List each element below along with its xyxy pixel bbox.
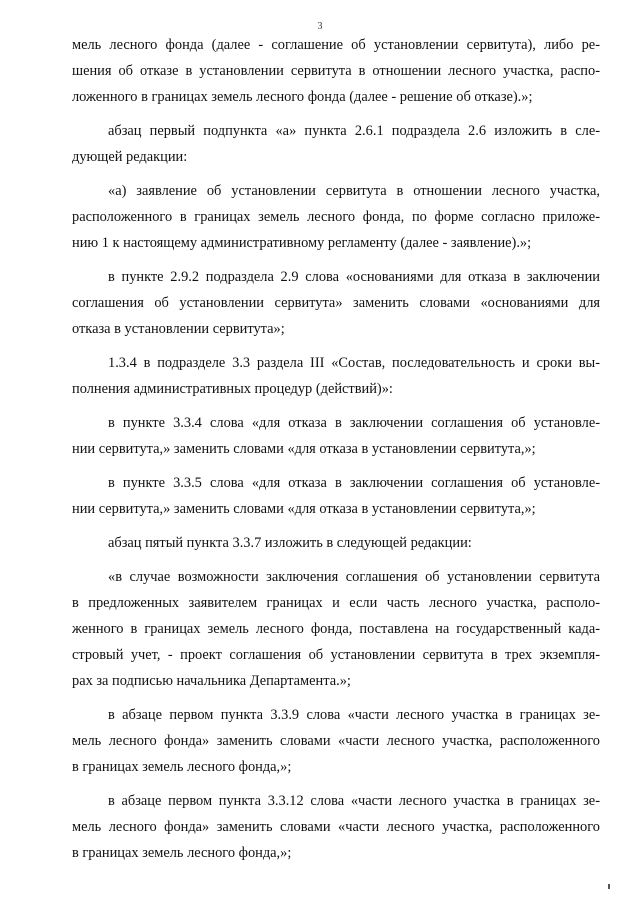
text-line: «а) заявление об установлении сервитута в отношении лесного участка, (108, 183, 600, 199)
text-line: стровый учет, - проект соглашения об установлении сервитута в трех экземпля- (72, 647, 600, 663)
text-line: соглашения об установлении сервитута» заменить словами «основаниями для (72, 295, 600, 311)
page-number: 3 (317, 21, 323, 32)
text-line: мель лесного фонда» заменить словами «части лесного участка, расположенного (72, 733, 600, 749)
text-line: ложенного в границах земель лесного фонда (далее - решение об отказе).»; (72, 89, 533, 105)
text-line: в границах земель лесного фонда,»; (72, 759, 292, 775)
text-line: мель лесного фонда (далее - соглашение об установлении сервитута), либо ре- (72, 37, 600, 53)
text-line: в абзаце первом пункта 3.3.9 слова «части лесного участка в границах зе- (108, 707, 600, 723)
text-line: дующей редакции: (72, 149, 188, 165)
text-line: расположенного в границах земель лесного фонда, по форме согласно приложе- (72, 209, 600, 225)
text-line: «в случае возможности заключения соглашения об установлении сервитута (108, 569, 600, 585)
text-line: в пункте 2.9.2 подраздела 2.9 слова «основаниями для отказа в заключении (108, 269, 600, 285)
text-line: мель лесного фонда» заменить словами «части лесного участка, расположенного (72, 819, 600, 835)
text-line: отказа в установлении сервитута»; (72, 321, 285, 337)
text-line: абзац пятый пункта 3.3.7 изложить в следующей редакции: (108, 535, 472, 551)
text-line: полнения административных процедур (действий)»: (72, 381, 393, 397)
text-line: нии сервитута,» заменить словами «для отказа в установлении сервитута,»; (72, 501, 536, 517)
text-line: в границах земель лесного фонда,»; (72, 845, 292, 861)
text-line: нии сервитута,» заменить словами «для отказа в установлении сервитута,»; (72, 441, 536, 457)
text-line: в предложенных заявителем границах и если часть лесного участка, располо- (72, 595, 600, 611)
text-line: в пункте 3.3.4 слова «для отказа в заключении соглашения об установле- (108, 415, 600, 431)
text-line: женного в границах земель лесного фонда, поставлена на государственный када- (72, 621, 600, 637)
text-line: 1.3.4 в подразделе 3.3 раздела III «Состав, последовательность и сроки вы- (108, 355, 600, 371)
text-line: рах за подписью начальника Департамента.»; (72, 673, 351, 689)
text-line: в пункте 3.3.5 слова «для отказа в заключении соглашения об установле- (108, 475, 600, 491)
scan-speck (608, 884, 610, 889)
text-line: в абзаце первом пункта 3.3.12 слова «части лесного участка в границах зе- (108, 793, 600, 809)
text-line: шения об отказе в установлении сервитута в отношении лесного участка, распо- (72, 63, 600, 79)
text-line: нию 1 к настоящему административному регламенту (далее - заявление).»; (72, 235, 532, 251)
text-line: абзац первый подпункта «а» пункта 2.6.1 подраздела 2.6 изложить в сле- (108, 123, 600, 139)
